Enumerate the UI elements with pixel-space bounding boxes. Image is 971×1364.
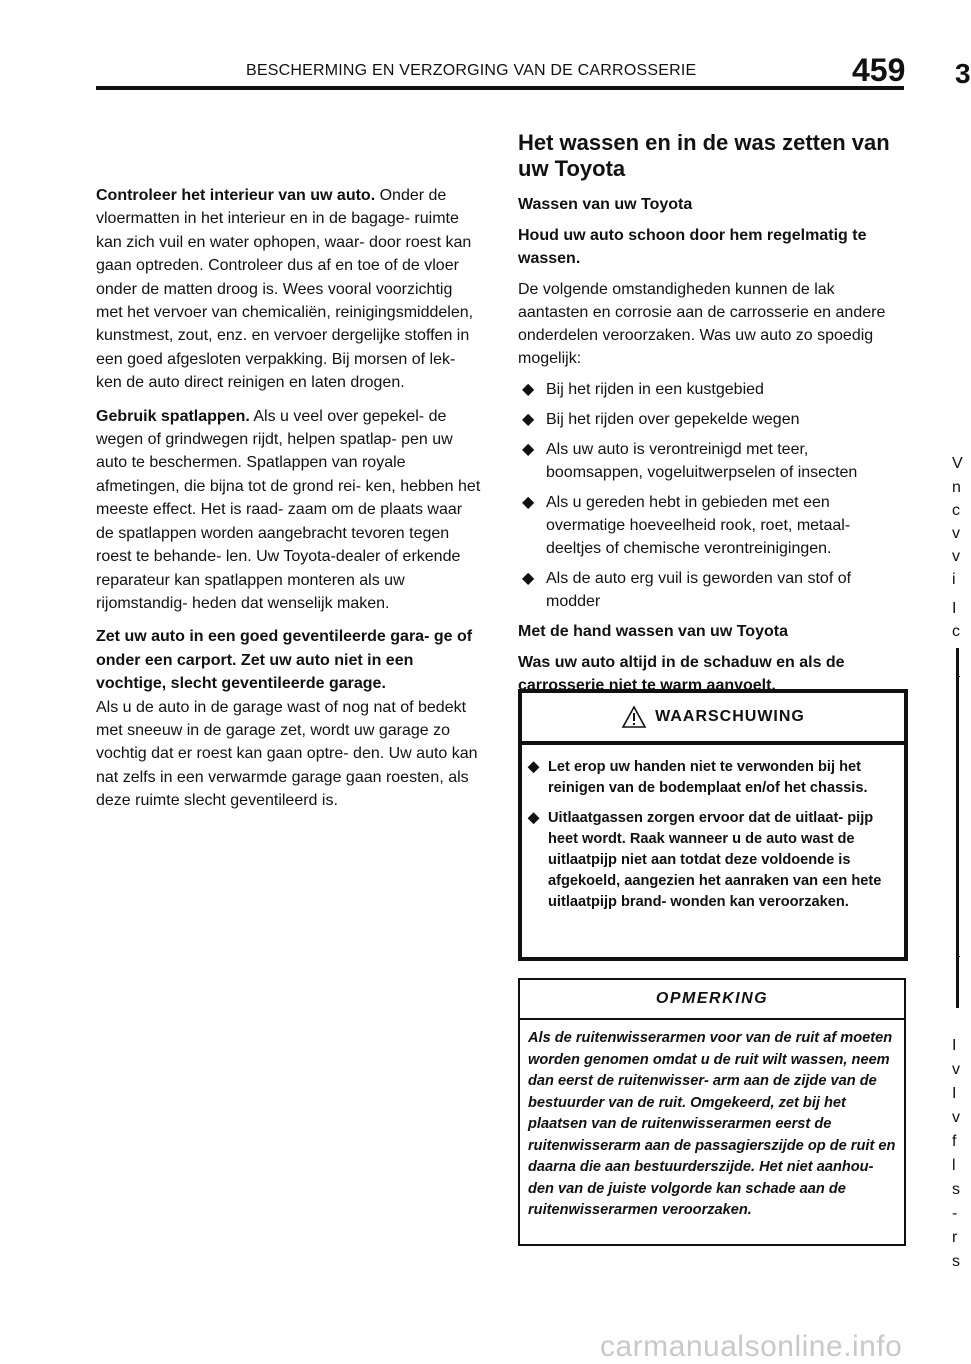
note-box <box>518 978 906 1246</box>
diamond-bullet-icon: ◆ <box>522 494 535 511</box>
paragraph-interior-text: Onder de vloermatten in het interieur en in de bagage- ruimte kan zich vuil en water ophopen, waar- door roest kan gaan optreden. Controleer dus af en toe of de vloer onder de matten droog is. Wees vooral voorzichtig met het vervoer van chemicaliën, reinigingsmiddelen, kunstmest, zout, enz. en vervoer dergelijke stoffen in een goed afgesloten verpakking. Bij morsen of lek- ken de auto direct reinigen en laten drogen. <box>96 187 474 392</box>
list-item-text: Bij het rijden over gepekelde wegen <box>546 411 800 428</box>
paragraph-interior <box>96 184 482 395</box>
diamond-bullet-icon: ◆ <box>522 570 535 587</box>
edge-fragment: c <box>952 502 960 519</box>
washing-lead: Houd uw auto schoon door hem regelmatig te wassen. <box>518 227 867 267</box>
paragraph-garage-text: Als u de auto in de garage wast of nog nat of bedekt met sneeuw in de garage zet, wordt uw garage zo vochtig dat er roest kan gaan optre- den. Uw auto kan nat zelfs in een verwarmde garage gaan roesten, als deze ruimte slecht geventileerd is. <box>96 698 478 810</box>
diamond-bullet-icon: ◆ <box>522 381 535 398</box>
list-item <box>518 491 908 560</box>
edge-fragment: v <box>952 548 960 565</box>
section-title: Het wassen en in de was zetten van uw Toyota <box>518 130 890 181</box>
edge-fragment: n <box>952 479 961 496</box>
subheading-washing: Wassen van uw Toyota <box>518 196 693 213</box>
paragraph-mudflaps <box>96 405 482 616</box>
edge-fragment: s <box>952 1253 960 1270</box>
edge-fragment: v <box>952 1061 960 1078</box>
diamond-bullet-icon: ◆ <box>528 759 540 775</box>
diamond-bullet-icon: ◆ <box>528 810 540 826</box>
diamond-bullet-icon: ◆ <box>522 441 535 458</box>
list-item <box>518 567 908 613</box>
edge-fragment: i <box>952 571 956 588</box>
warning-item-text: Uitlaatgassen zorgen ervoor dat de uitlaat- pijp heet wordt. Raak wanneer u de auto wast de uitlaatpijp niet aan totdat deze voldoende is afgekoeld, aangezien het aanraken van een hete uitlaatpijp brand- wonden kan veroorzaken. <box>548 810 882 910</box>
warning-label: WAARSCHUWING <box>655 708 805 725</box>
list-item-text: Als u gereden hebt in gebieden met een overmatige hoeveelheid rook, roet, metaal- deeltjes of chemische verontreinigingen. <box>546 494 851 557</box>
edge-fragment: r <box>952 1229 958 1246</box>
note-header: OPMERKING <box>520 980 904 1020</box>
list-item <box>518 438 908 484</box>
edge-fragment: - <box>952 1205 958 1222</box>
edge-fragment: V <box>952 455 963 472</box>
edge-fragment: s <box>952 1181 960 1198</box>
paragraph-garage <box>96 625 482 812</box>
edge-fragment: I <box>952 600 957 617</box>
edge-fragment: I <box>952 1085 957 1102</box>
warning-body <box>522 745 904 913</box>
watermark: carmanualsonline.info <box>600 1330 903 1363</box>
warning-item <box>528 757 896 799</box>
edge-fragment: v <box>952 525 960 542</box>
warning-item <box>528 808 896 913</box>
washing-intro: De volgende omstandigheden kunnen de lak aantasten en corrosie aan de carrosserie en andere onderdelen veroorzaken. Was uw auto zo spoedig mogelijk: <box>518 281 886 367</box>
subheading-hand-wash: Met de hand wassen van uw Toyota <box>518 623 788 640</box>
warning-box <box>518 689 908 961</box>
paragraph-mudflaps-text: Als u veel over gepekel- de wegen of grindwegen rijdt, helpen spatlap- pen uw auto te beschermen. Spatlappen van royale afmetingen, die bijna tot de grond rei- ken, hebben het meeste effect. Het is raad- zaam om de plaats waar de spatlappen worden aangebracht tevoren tegen roest te behande- len. Uw Toyota‑dealer of erkende reparateur kan spatlappen monteren als uw rijomstandig- heden dat wenselijk maken. <box>96 407 481 612</box>
edge-fragment: c <box>952 623 960 640</box>
running-header: BESCHERMING EN VERZORGING VAN DE CARROSSERIE <box>246 62 697 79</box>
list-item-text: Als uw auto is verontreinigd met teer, boomsappen, vogeluitwerpselen of insecten <box>546 441 858 481</box>
paragraph-interior-lead: Controleer het interieur van uw auto. <box>96 187 376 204</box>
adjacent-page-tick <box>956 676 960 677</box>
list-item <box>518 378 908 401</box>
left-column <box>96 184 482 823</box>
adjacent-page-tick <box>956 956 960 957</box>
diamond-bullet-icon: ◆ <box>522 411 535 428</box>
edge-chapter-mark: 3 <box>955 58 971 89</box>
edge-fragment: l <box>952 1157 956 1174</box>
warning-triangle-icon <box>621 705 647 729</box>
note-body: Als de ruitenwisserarmen voor van de ruit af moeten worden genomen omdat u de ruit wilt wassen, neem dan eerst de ruitenwisser- arm aan de zijde van de bestuurder van de ruit. Omgekeerd, zet bij het plaatsen van de ruitenwisserarmen eerst de ruitenwisserarm aan de passagierszijde op de ruit en daarna die aan bestuurderszijde. Het niet aanhou- den van de juiste volgorde kan schade aan de ruitenwisserarmen veroorzaken. <box>528 1030 896 1218</box>
header-rule <box>96 86 904 90</box>
right-column <box>518 130 908 705</box>
edge-fragment: I <box>952 1037 957 1054</box>
hand-wash-lead: Was uw auto altijd in de schaduw en als de carrosserie niet te warm aanvoelt. <box>518 654 845 694</box>
conditions-list <box>518 378 908 613</box>
paragraph-mudflaps-lead: Gebruik spatlappen. <box>96 407 250 425</box>
warning-item-text: Let erop uw handen niet te verwonden bij het reinigen van de bodemplaat en/of het chassis. <box>548 759 868 796</box>
edge-fragment: v <box>952 1109 960 1126</box>
paragraph-garage-lead: Zet uw auto in een goed geventileerde gara- ge of onder een carport. Zet uw auto niet in een vochtige, slecht geventileerde garage. <box>96 628 473 693</box>
warning-header <box>522 693 904 745</box>
edge-fragment: f <box>952 1133 957 1150</box>
page-number: 459 <box>852 52 906 88</box>
adjacent-page-rule <box>956 648 959 1008</box>
list-item-text: Als de auto erg vuil is geworden van stof of modder <box>546 570 852 610</box>
list-item <box>518 408 908 431</box>
list-item-text: Bij het rijden in een kustgebied <box>546 381 764 398</box>
